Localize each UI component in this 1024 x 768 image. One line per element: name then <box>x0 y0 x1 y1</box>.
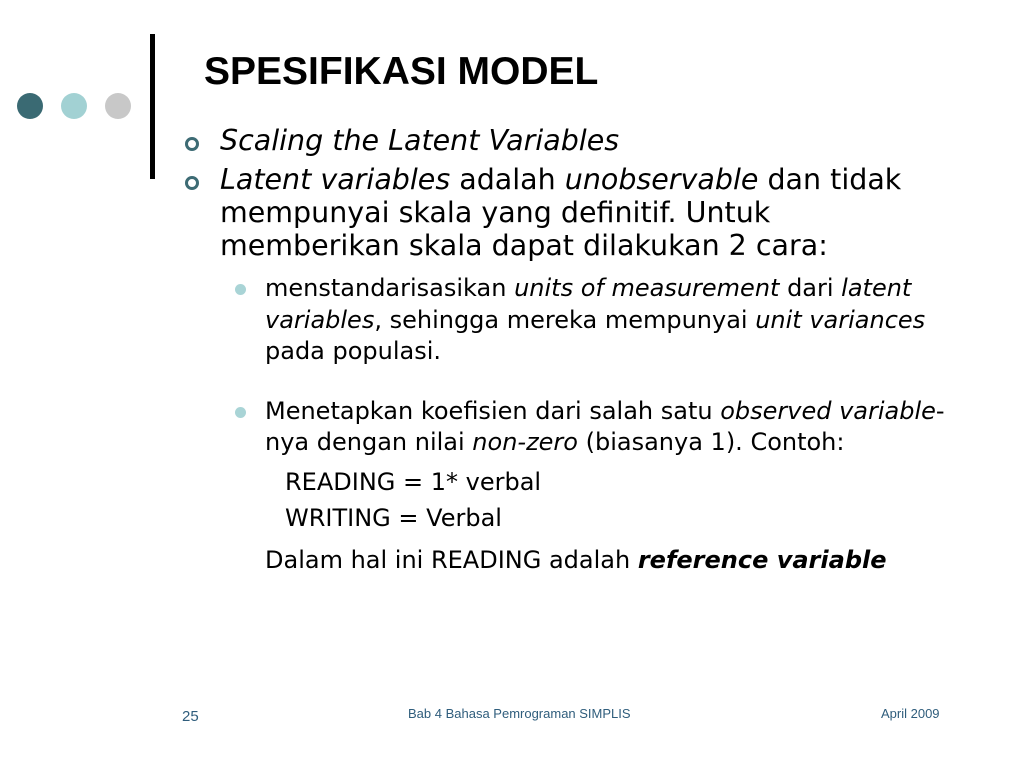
decorative-dot-dark <box>17 93 43 119</box>
footer-title: Bab 4 Bahasa Pemrograman SIMPLIS <box>408 706 631 721</box>
decorative-dot-light <box>61 93 87 119</box>
example-note <box>265 545 951 577</box>
dot-bullet-icon <box>235 407 246 418</box>
bullet-item <box>181 124 951 157</box>
bullet-text: dan tidak mempunyai skala yang definitif. Untuk memberikan skala dapat dilakukan 2 cara: <box>220 163 902 262</box>
sub-bullet-text: dari <box>779 274 842 302</box>
bullet-text: unobservable <box>564 163 759 196</box>
dot-bullet-icon <box>235 284 246 295</box>
sub-bullet-item <box>181 396 951 577</box>
sub-bullet-text: , sehingga mereka mempunyai <box>374 305 756 334</box>
bullet-text: Latent variables <box>220 163 451 196</box>
sub-bullet-text: Menetapkan koefisien dari salah satu <box>265 396 721 425</box>
note-text: Dalam hal ini READING adalah <box>265 545 638 574</box>
sub-bullet-text: -nya dengan nilai <box>265 396 945 456</box>
sub-bullet-text: (biasanya 1). Contoh: <box>577 428 845 456</box>
slide-body <box>181 124 951 576</box>
title-divider <box>150 34 155 179</box>
sub-bullet-text: non-zero <box>472 428 578 456</box>
ring-bullet-icon <box>185 176 199 190</box>
example-equations <box>265 464 951 536</box>
note-emphasis: reference variable <box>637 545 887 574</box>
slide-title: SPESIFIKASI MODEL <box>204 50 599 93</box>
slide-number: 25 <box>182 708 199 725</box>
sub-bullet-text: pada populasi. <box>265 337 442 365</box>
sub-bullet-text: units of measurement <box>514 274 780 302</box>
sub-bullet-text: menstandarisasikan <box>265 274 515 302</box>
bullet-text: Scaling the Latent Variables <box>220 124 620 157</box>
ring-bullet-icon <box>185 137 199 151</box>
decorative-dot-gray <box>105 93 131 119</box>
sub-bullet-item <box>181 273 951 368</box>
sub-bullet-text: unit variances <box>755 305 926 334</box>
sub-bullet-text: latent variables <box>265 274 912 334</box>
equation-line: WRITING = Verbal <box>285 503 502 532</box>
bullet-item <box>181 163 951 262</box>
bullet-text: adalah <box>450 163 565 196</box>
equation-line: READING = 1* verbal <box>285 467 542 496</box>
sub-bullet-text: observed variable <box>720 396 936 425</box>
footer-date: April 2009 <box>881 706 940 721</box>
